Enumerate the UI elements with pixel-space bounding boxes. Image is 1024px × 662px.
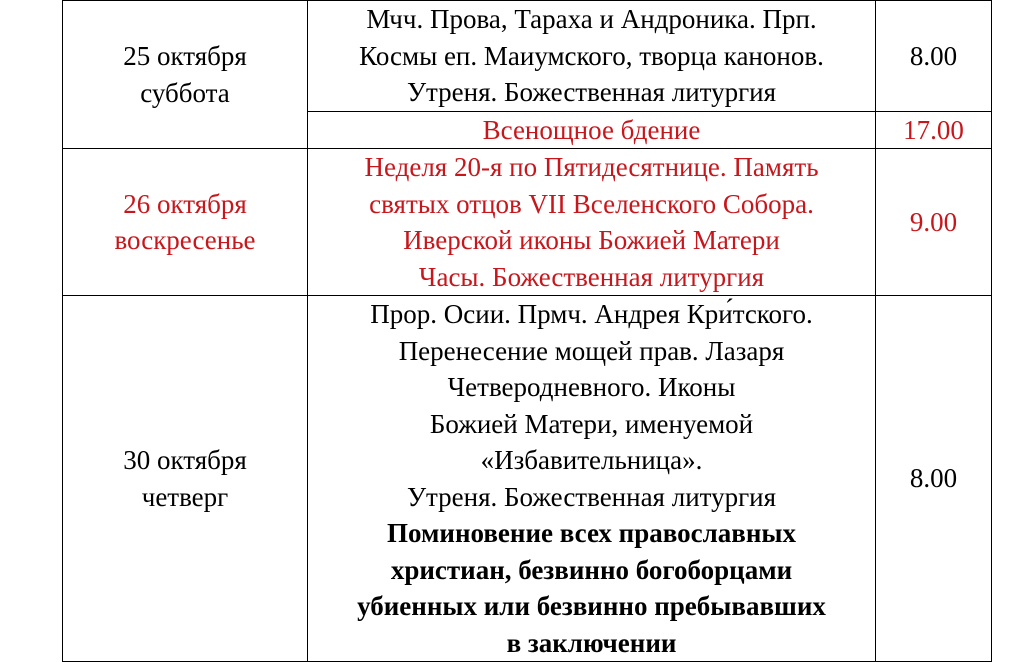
commemoration-line: убиенных или безвинно пребывавших — [357, 591, 826, 621]
service-line: святых отцов VII Вселенского Собора. — [369, 188, 814, 219]
date-cell — [63, 1, 308, 149]
service-line: Утреня. Божественная литургия — [406, 481, 777, 512]
service-cell — [308, 296, 876, 662]
service-line: Четверодневного. Иконы — [447, 372, 736, 402]
date-cell — [63, 149, 308, 296]
service-line: Божией Матери, именуемой — [429, 408, 754, 439]
service-line: Неделя 20-я по Пятидесятнице. Память — [364, 152, 819, 182]
service-cell — [308, 149, 876, 296]
date: 30 октября — [123, 445, 247, 475]
weekday: суббота — [140, 77, 230, 108]
service-line: Прор. Осии. Прмч. Андрея Кри́тского. — [370, 299, 813, 329]
table-row — [63, 296, 992, 662]
date-cell — [63, 296, 308, 662]
date: 26 октября — [123, 188, 247, 219]
service-cell — [308, 111, 876, 149]
weekday: воскресенье — [114, 225, 256, 255]
time-cell: 9.00 — [876, 149, 992, 296]
service-line: Часы. Божественная литургия — [418, 261, 765, 292]
commemoration-line: в заключении — [506, 627, 677, 658]
service-line: Мчч. Прова, Тараха и Андроника. Прп. — [366, 4, 817, 34]
service-line: Утреня. Божественная литургия — [406, 77, 777, 107]
service-line: Космы еп. Маиумского, творца канонов. — [359, 40, 824, 71]
table-row — [63, 149, 992, 296]
table-row — [63, 1, 992, 112]
service-line: Перенесение мощей прав. Лазаря — [398, 335, 785, 366]
schedule-table — [62, 0, 992, 662]
service-cell — [308, 1, 876, 112]
service-line: «Избавительница». — [480, 445, 703, 475]
weekday: четверг — [141, 481, 229, 512]
time-cell: 8.00 — [876, 1, 992, 112]
commemoration-line: Поминовение всех православных — [387, 518, 796, 548]
date: 25 октября — [123, 41, 247, 71]
service-line: Иверской иконы Божией Матери — [403, 225, 780, 255]
commemoration-line: христиан, безвинно богоборцами — [390, 554, 793, 585]
service-line: Всенощное бдение — [482, 114, 701, 145]
time-cell: 8.00 — [876, 296, 992, 662]
time-cell: 17.00 — [876, 111, 992, 149]
